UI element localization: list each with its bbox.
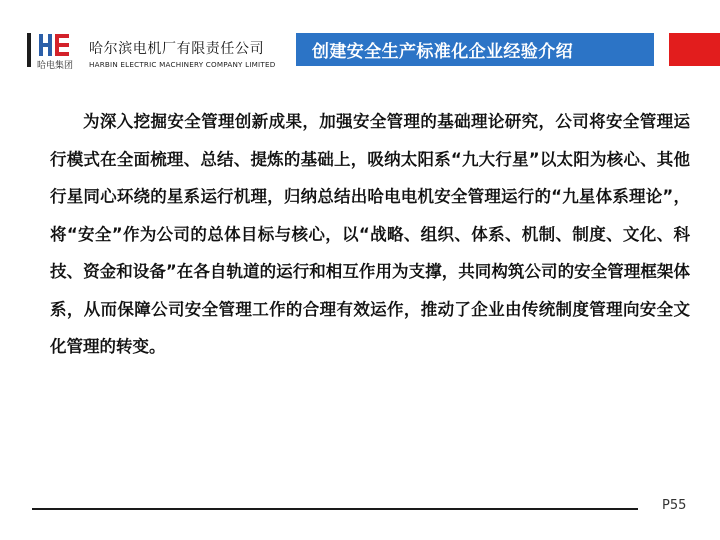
slide-title-banner [296,33,654,66]
company-name-english: HARBIN ELECTRIC MACHINERY COMPANY LIMITED [89,60,276,69]
body-content [50,103,690,366]
body-paragraph: 为深入挖掘安全管理创新成果，加强安全管理的基础理论研究，公司将安全管理运行模式在全面梳理、总结、提炼的基础上，吸纳太阳系“九大行星”以太阳为核心、其他行星同心环绕的星系运行机理，归纳总结出哈电电机安全管理运行的“九星体系理论”，将“安全”作为公司的总体目标与核心，以“战略、组织、体系、机制、制度、文化、科技、资金和设备”在各自轨道的运行和相互作用为支撑，共同构筑公司的安全管理框架体系，从而保障公司安全管理工作的合理有效运作，推动了企业由传统制度管理向安全文化管理的转变。 [50,112,690,356]
logo-caption: 哈电集团 [37,61,74,71]
slide-title: 创建安全生产标准化企业经验介绍 [312,42,573,62]
footer-divider [32,508,638,510]
page-number: P55 [662,498,687,513]
harbin-electric-logo-icon [39,34,69,56]
company-name-chinese: 哈尔滨电机厂有限责任公司 [89,41,265,57]
slide-header [0,0,720,80]
logo-divider-bar [27,33,31,67]
red-accent-block [669,33,720,66]
